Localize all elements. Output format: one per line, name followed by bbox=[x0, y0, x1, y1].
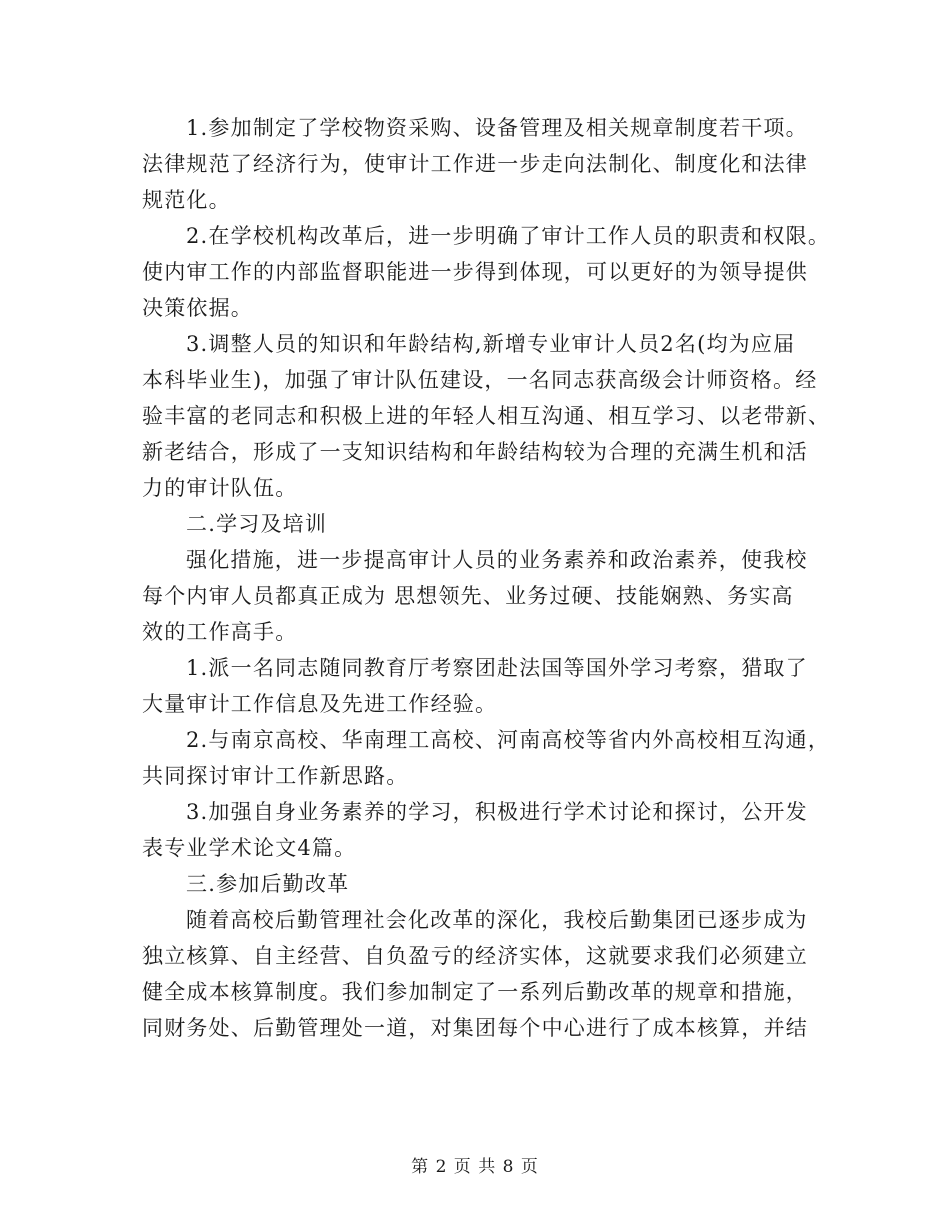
paragraph-line: 强化措施，进一步提高审计人员的业务素养和政治素养，使我校 bbox=[186, 548, 808, 572]
paragraph-line: 2.在学校机构改革后，进一步明确了审计工作人员的职责和权限。 bbox=[186, 224, 831, 248]
paragraph-line: 共同探讨审计工作新思路。 bbox=[142, 764, 409, 788]
paragraph-line: 随着高校后勤管理社会化改革的深化，我校后勤集团已逐步成为 bbox=[186, 908, 808, 932]
page-footer: 第 2 页 共 8 页 bbox=[411, 1157, 539, 1177]
paragraph-line: 1.参加制定了学校物资采购、设备管理及相关规章制度若干项。 bbox=[186, 116, 808, 140]
paragraph-line: 本科毕业生)，加强了审计队伍建设，一名同志获高级会计师资格。经 bbox=[142, 368, 818, 392]
section-heading: 二.学习及培训 bbox=[186, 512, 328, 536]
paragraph-line: 表专业学术论文4篇。 bbox=[142, 836, 357, 860]
paragraph-line: 决策依据。 bbox=[142, 296, 253, 320]
section-heading: 三.参加后勤改革 bbox=[186, 872, 350, 896]
paragraph-line: 法律规范了经济行为，使审计工作进一步走向法制化、制度化和法律 bbox=[142, 152, 808, 176]
paragraph-line: 每个内审人员都真正成为 思想领先、业务过硬、技能娴熟、务实高 bbox=[142, 584, 794, 608]
paragraph-line: 同财务处、后勤管理处一道，对集团每个中心进行了成本核算，并结 bbox=[142, 1016, 808, 1040]
paragraph-line: 3.调整人员的知识和年龄结构,新增专业审计人员2名(均为应届 bbox=[186, 332, 796, 356]
paragraph-line: 效的工作高手。 bbox=[142, 620, 298, 644]
paragraph-line: 健全成本核算制度。我们参加制定了一系列后勤改革的规章和措施， bbox=[142, 980, 808, 1004]
paragraph-line: 2.与南京高校、华南理工高校、河南高校等省内外高校相互沟通， bbox=[186, 728, 831, 752]
paragraph-line: 规范化。 bbox=[142, 188, 231, 212]
document-body bbox=[142, 110, 831, 1046]
paragraph-line: 大量审计工作信息及先进工作经验。 bbox=[142, 692, 498, 716]
paragraph-line: 验丰富的老同志和积极上进的年轻人相互沟通、相互学习、以老带新、 bbox=[142, 404, 831, 428]
paragraph-line: 力的审计队伍。 bbox=[142, 476, 298, 500]
paragraph-line: 独立核算、自主经营、自负盈亏的经济实体，这就要求我们必须建立 bbox=[142, 944, 808, 968]
paragraph-line: 使内审工作的内部监督职能进一步得到体现，可以更好的为领导提供 bbox=[142, 260, 808, 284]
paragraph-line: 1.派一名同志随同教育厅考察团赴法国等国外学习考察，猎取了 bbox=[186, 656, 808, 680]
paragraph-line: 新老结合，形成了一支知识结构和年龄结构较为合理的充满生机和活 bbox=[142, 440, 808, 464]
paragraph-line: 3.加强自身业务素养的学习，积极进行学术讨论和探讨，公开发 bbox=[186, 800, 808, 824]
